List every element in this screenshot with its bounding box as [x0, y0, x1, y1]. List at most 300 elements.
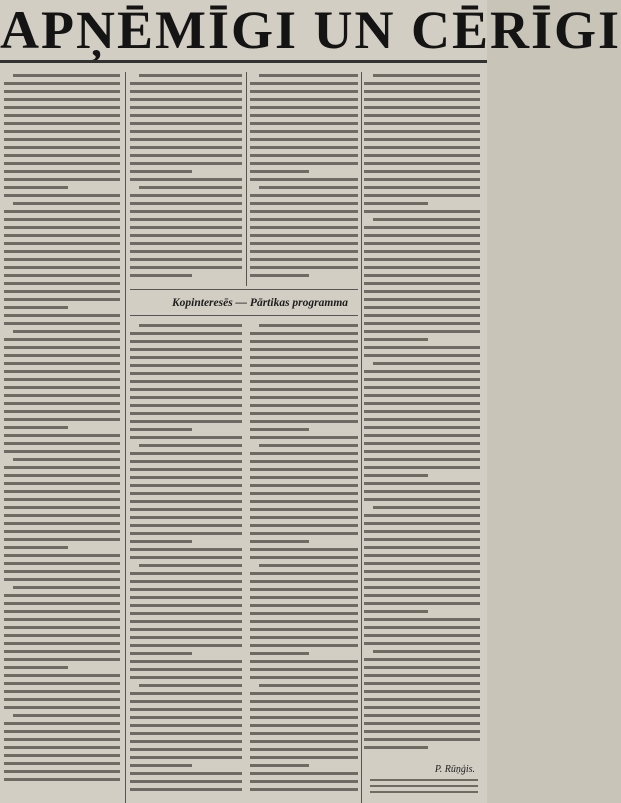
text-line	[130, 242, 242, 245]
text-line	[250, 692, 358, 695]
text-line	[130, 596, 242, 599]
text-line	[364, 594, 480, 597]
text-line	[250, 364, 358, 367]
text-line	[130, 388, 242, 391]
text-line	[250, 388, 358, 391]
text-line	[4, 634, 120, 637]
text-line	[364, 330, 480, 333]
text-line	[4, 618, 120, 621]
text-line	[250, 106, 358, 109]
text-line	[250, 412, 358, 415]
text-line	[4, 82, 120, 85]
text-line	[364, 402, 480, 405]
text-line	[4, 682, 120, 685]
text-line	[364, 282, 480, 285]
text-line	[250, 372, 358, 375]
text-line	[4, 698, 120, 701]
text-line	[139, 444, 242, 447]
text-line	[4, 522, 120, 525]
text-line	[364, 90, 480, 93]
text-line	[4, 498, 120, 501]
text-line	[130, 676, 242, 679]
column-separator	[361, 72, 362, 803]
text-line	[130, 340, 242, 343]
text-line	[373, 218, 480, 221]
text-line	[130, 348, 242, 351]
section-heading: Kopinteresēs — Pārtikas programma	[171, 297, 349, 309]
author-signature: P. Rūņģis.	[434, 764, 475, 775]
text-line	[364, 114, 480, 117]
text-line	[130, 764, 192, 767]
text-line	[250, 162, 358, 165]
text-line	[364, 730, 480, 733]
text-line	[364, 378, 480, 381]
text-line	[4, 770, 120, 773]
section-rule-bottom	[130, 315, 358, 316]
text-line	[250, 258, 358, 261]
text-line	[364, 442, 480, 445]
text-line	[130, 772, 242, 775]
text-line	[4, 122, 120, 125]
text-line	[364, 234, 480, 237]
text-line	[4, 442, 120, 445]
text-line	[364, 306, 480, 309]
text-line	[4, 114, 120, 117]
text-line	[364, 386, 480, 389]
text-line	[139, 74, 242, 77]
text-line	[130, 234, 242, 237]
text-line	[4, 706, 120, 709]
text-line	[4, 194, 120, 197]
text-line	[139, 186, 242, 189]
text-line	[130, 708, 242, 711]
text-line	[4, 282, 120, 285]
text-line	[364, 322, 480, 325]
text-line	[130, 740, 242, 743]
text-line	[250, 556, 358, 559]
text-line	[4, 210, 120, 213]
text-line	[4, 466, 120, 469]
text-line	[364, 490, 480, 493]
text-line	[139, 324, 242, 327]
text-line	[130, 452, 242, 455]
text-line	[4, 186, 68, 189]
text-line	[364, 418, 480, 421]
text-line	[250, 436, 358, 439]
text-line	[250, 620, 358, 623]
text-line	[4, 482, 120, 485]
text-line	[364, 274, 480, 277]
text-line	[4, 138, 120, 141]
text-line	[250, 210, 358, 213]
text-line	[130, 468, 242, 471]
text-line	[130, 170, 192, 173]
text-line	[364, 626, 480, 629]
text-line	[4, 354, 120, 357]
text-line	[373, 650, 480, 653]
text-line	[130, 146, 242, 149]
text-line	[130, 556, 242, 559]
text-line	[130, 130, 242, 133]
text-line	[259, 684, 358, 687]
text-line	[250, 178, 358, 181]
text-line	[364, 722, 480, 725]
text-line	[4, 554, 120, 557]
text-line	[373, 362, 480, 365]
text-line	[4, 386, 120, 389]
headline-underline	[0, 60, 487, 63]
text-line	[250, 516, 358, 519]
text-line	[250, 652, 309, 655]
text-line	[364, 314, 480, 317]
text-line	[250, 82, 358, 85]
text-line	[250, 612, 358, 615]
text-line	[13, 458, 120, 461]
text-line	[364, 250, 480, 253]
text-line	[4, 610, 120, 613]
text-line	[250, 572, 358, 575]
text-line	[364, 122, 480, 125]
text-line	[4, 314, 120, 317]
text-line	[250, 764, 309, 767]
text-line	[130, 162, 242, 165]
text-line	[364, 706, 480, 709]
text-line	[250, 130, 358, 133]
text-line	[364, 546, 480, 549]
column-separator	[246, 72, 247, 286]
text-line	[250, 772, 358, 775]
text-line	[364, 194, 480, 197]
text-line	[364, 482, 480, 485]
text-line	[130, 258, 242, 261]
text-line	[250, 266, 358, 269]
text-line	[13, 714, 120, 717]
text-line	[364, 530, 480, 533]
text-line	[130, 524, 242, 527]
text-line	[364, 698, 480, 701]
text-line	[130, 628, 242, 631]
author-caption	[370, 779, 478, 797]
text-line	[4, 346, 120, 349]
text-line	[250, 396, 358, 399]
text-line	[364, 666, 480, 669]
text-line	[250, 138, 358, 141]
text-line	[250, 716, 358, 719]
text-line	[130, 90, 242, 93]
text-line	[4, 434, 120, 437]
text-line	[130, 724, 242, 727]
text-line	[4, 290, 120, 293]
text-line	[250, 114, 358, 117]
text-line	[130, 780, 242, 783]
text-line	[364, 170, 480, 173]
text-line	[250, 404, 358, 407]
text-line	[364, 138, 480, 141]
text-line	[130, 460, 242, 463]
text-line	[130, 716, 242, 719]
text-line	[130, 202, 242, 205]
text-line	[250, 428, 309, 431]
text-line	[250, 234, 358, 237]
text-line	[364, 354, 480, 357]
text-line	[364, 242, 480, 245]
text-line	[130, 700, 242, 703]
column-separator	[125, 72, 126, 803]
text-line	[130, 122, 242, 125]
text-line	[130, 82, 242, 85]
text-line	[364, 538, 480, 541]
text-line	[364, 690, 480, 693]
text-line	[364, 674, 480, 677]
text-line	[4, 250, 120, 253]
text-line	[364, 106, 480, 109]
text-line	[4, 642, 120, 645]
text-line	[364, 258, 480, 261]
text-line	[4, 394, 120, 397]
text-line	[4, 570, 120, 573]
text-line	[130, 748, 242, 751]
text-line	[250, 90, 358, 93]
text-line	[4, 162, 120, 165]
text-line	[130, 668, 242, 671]
text-line	[130, 194, 242, 197]
text-line	[130, 332, 242, 335]
text-line	[130, 154, 242, 157]
text-line	[364, 554, 480, 557]
text-line	[250, 460, 358, 463]
text-line	[250, 98, 358, 101]
text-line	[259, 74, 358, 77]
text-line	[250, 380, 358, 383]
text-line	[250, 644, 358, 647]
text-line	[4, 650, 120, 653]
text-line	[364, 434, 480, 437]
text-line	[4, 738, 120, 741]
text-line	[4, 674, 120, 677]
text-line	[364, 202, 428, 205]
text-line	[364, 602, 480, 605]
text-line	[4, 298, 120, 301]
text-line	[130, 500, 242, 503]
text-column-1	[4, 74, 120, 786]
text-line	[130, 364, 242, 367]
text-line	[250, 250, 358, 253]
text-line	[130, 404, 242, 407]
text-line	[130, 218, 242, 221]
text-column-3-lower	[250, 324, 358, 796]
text-line	[250, 724, 358, 727]
text-line	[4, 306, 68, 309]
text-line	[13, 330, 120, 333]
text-line	[4, 242, 120, 245]
text-line	[250, 202, 358, 205]
caption-line	[370, 785, 478, 787]
text-line	[4, 530, 120, 533]
text-line	[130, 492, 242, 495]
text-line	[130, 644, 242, 647]
text-line	[250, 356, 358, 359]
text-line	[4, 362, 120, 365]
text-line	[4, 762, 120, 765]
text-line	[130, 396, 242, 399]
text-line	[130, 106, 242, 109]
text-line	[364, 98, 480, 101]
text-line	[4, 594, 120, 597]
text-line	[364, 634, 480, 637]
text-line	[130, 428, 192, 431]
text-line	[130, 588, 242, 591]
text-line	[4, 730, 120, 733]
text-line	[364, 570, 480, 573]
text-line	[250, 588, 358, 591]
text-line	[364, 474, 428, 477]
text-line	[4, 170, 120, 173]
text-line	[364, 370, 480, 373]
text-line	[130, 484, 242, 487]
text-line	[4, 322, 120, 325]
text-line	[4, 146, 120, 149]
text-line	[364, 642, 480, 645]
text-line	[364, 498, 480, 501]
text-line	[130, 532, 242, 535]
text-line	[250, 420, 358, 423]
text-line	[4, 402, 120, 405]
text-line	[364, 130, 480, 133]
text-line	[4, 506, 120, 509]
text-line	[130, 548, 242, 551]
text-line	[364, 466, 480, 469]
text-line	[364, 410, 480, 413]
text-line	[4, 178, 120, 181]
text-line	[130, 98, 242, 101]
text-line	[250, 484, 358, 487]
text-line	[364, 178, 480, 181]
text-line	[364, 610, 428, 613]
text-line	[4, 626, 120, 629]
text-line	[250, 708, 358, 711]
text-line	[250, 154, 358, 157]
text-line	[4, 154, 120, 157]
text-line	[4, 418, 120, 421]
text-line	[250, 146, 358, 149]
text-line	[4, 338, 120, 341]
text-line	[4, 234, 120, 237]
text-line	[364, 82, 480, 85]
text-line	[13, 202, 120, 205]
text-line	[364, 658, 480, 661]
text-line	[250, 332, 358, 335]
text-line	[4, 778, 120, 781]
text-line	[130, 420, 242, 423]
text-line	[250, 748, 358, 751]
text-line	[130, 540, 192, 543]
text-line	[250, 170, 309, 173]
text-line	[4, 266, 120, 269]
section-rule-top	[130, 289, 358, 290]
text-line	[364, 714, 480, 717]
text-line	[4, 410, 120, 413]
text-line	[130, 250, 242, 253]
text-line	[250, 596, 358, 599]
text-line	[373, 506, 480, 509]
text-line	[130, 412, 242, 415]
text-line	[4, 666, 68, 669]
text-line	[130, 612, 242, 615]
text-line	[130, 380, 242, 383]
text-column-2-lower	[130, 324, 242, 796]
text-line	[250, 668, 358, 671]
text-line	[130, 620, 242, 623]
text-line	[364, 426, 480, 429]
text-line	[250, 532, 358, 535]
text-line	[364, 338, 428, 341]
text-line	[250, 476, 358, 479]
text-line	[250, 194, 358, 197]
text-line	[364, 226, 480, 229]
article-headline: APŅĒMĪGI UN CĒRĪGI	[0, 0, 621, 60]
text-line	[139, 564, 242, 567]
text-line	[4, 562, 120, 565]
text-line	[4, 690, 120, 693]
text-line	[250, 348, 358, 351]
text-line	[250, 226, 358, 229]
text-line	[364, 522, 480, 525]
text-line	[250, 540, 309, 543]
text-line	[130, 516, 242, 519]
text-line	[4, 106, 120, 109]
text-line	[4, 90, 120, 93]
text-line	[4, 514, 120, 517]
text-line	[250, 740, 358, 743]
text-line	[259, 444, 358, 447]
text-line	[250, 274, 309, 277]
text-line	[4, 578, 120, 581]
text-line	[130, 274, 192, 277]
text-line	[130, 636, 242, 639]
text-line	[130, 660, 242, 663]
text-line	[130, 732, 242, 735]
text-line	[4, 658, 120, 661]
text-line	[130, 652, 192, 655]
text-line	[250, 756, 358, 759]
text-line	[130, 178, 242, 181]
text-line	[4, 274, 120, 277]
text-line	[250, 636, 358, 639]
text-line	[4, 226, 120, 229]
text-line	[4, 426, 68, 429]
text-line	[364, 394, 480, 397]
text-line	[364, 578, 480, 581]
text-line	[250, 218, 358, 221]
text-line	[4, 474, 120, 477]
text-line	[250, 660, 358, 663]
text-line	[259, 186, 358, 189]
text-line	[250, 580, 358, 583]
text-line	[130, 756, 242, 759]
text-line	[250, 780, 358, 783]
text-line	[130, 476, 242, 479]
text-line	[364, 682, 480, 685]
text-line	[130, 572, 242, 575]
text-column-2	[130, 74, 242, 282]
text-line	[130, 436, 242, 439]
text-line	[130, 210, 242, 213]
text-line	[130, 692, 242, 695]
text-column-3	[250, 74, 358, 282]
text-line	[364, 210, 480, 213]
text-line	[373, 74, 480, 77]
text-line	[250, 492, 358, 495]
